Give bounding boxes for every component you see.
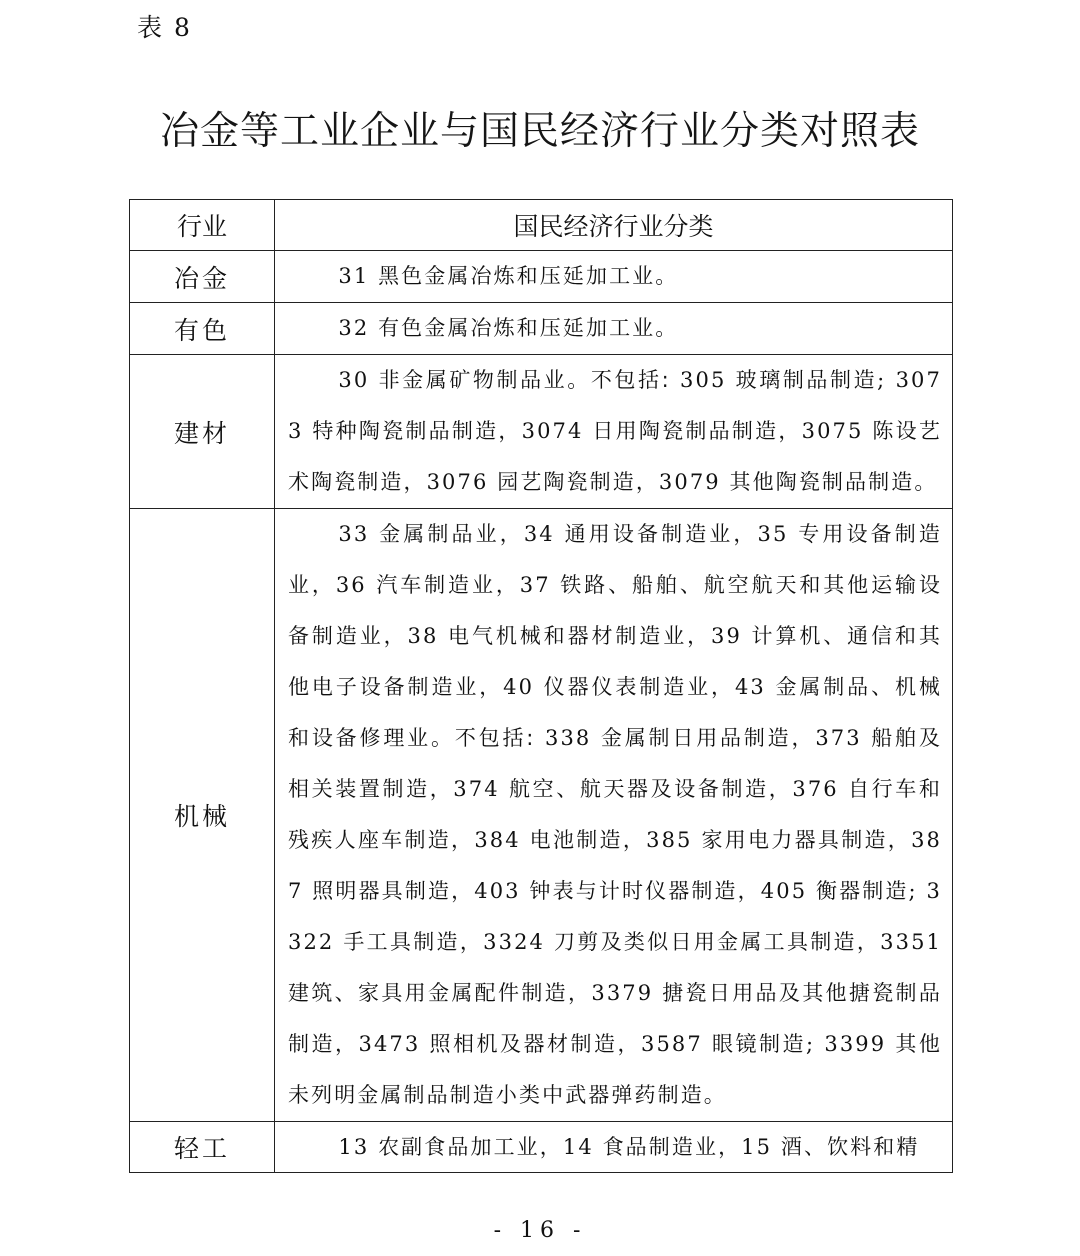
classification-text: 13 农副食品加工业，14 食品制造业，15 酒、饮料和精 bbox=[338, 1135, 920, 1159]
classification-cell bbox=[275, 355, 953, 509]
table-row-metallurgy bbox=[130, 251, 953, 303]
industry-cell: 冶金 bbox=[130, 251, 275, 303]
industry-cell: 轻工 bbox=[130, 1122, 275, 1173]
column-header-classification: 国民经济行业分类 bbox=[275, 200, 953, 251]
industry-cell: 有色 bbox=[130, 303, 275, 355]
table-row-building-materials bbox=[130, 355, 953, 509]
document-title: 冶金等工业企业与国民经济行业分类对照表 bbox=[159, 109, 920, 154]
classification-cell bbox=[275, 509, 953, 1122]
table-label: 表 8 bbox=[137, 13, 192, 42]
classification-cell bbox=[275, 1122, 953, 1173]
classification-cell: 32 有色金属冶炼和压延加工业。 bbox=[275, 303, 953, 355]
exclusion-text: 338 金属制日用品制造，373 船舶及相关装置制造，374 航空、航天器及设备制造，376 自行车和残疾人座车制造，384 电池制造，385 家用电力器具制造，387 照明器具制造，403 钟表与计时仪器制造，405 衡器制造; 3322 手工具制造，3324 刀剪及类似日用金属工具制造，3351 建筑、家具用金属配件制造，3379 搪瓷日用品及其他搪瓷制品制造，3473 照相机及器材制造，3587 眼镜制造; 3399 其他未列明金属制品制造小类中武器弹药制造。 bbox=[288, 726, 942, 1107]
industry-mapping-table bbox=[129, 199, 953, 1173]
column-header-industry: 行业 bbox=[130, 200, 275, 251]
table-row-nonferrous bbox=[130, 303, 953, 355]
exclusion-text: 305 玻璃制品制造; 3073 特种陶瓷制品制造，3074 日用陶瓷制品制造，3075 陈设艺术陶瓷制造，3076 园艺陶瓷制造，3079 其他陶瓷制品制造。 bbox=[288, 368, 942, 494]
page-number: - 16 - bbox=[493, 1218, 587, 1243]
table-row-machinery bbox=[130, 509, 953, 1122]
industry-cell: 机械 bbox=[130, 509, 275, 1122]
table-row-light-industry bbox=[130, 1122, 953, 1173]
table-header-row bbox=[130, 200, 953, 251]
exclusion-label: 不包括: bbox=[590, 368, 671, 392]
classification-text: 33 金属制品业，34 通用设备制造业，35 专用设备制造业，36 汽车制造业，37 铁路、船舶、航空航天和其他运输设备制造业，38 电气机械和器材制造业，39 计算机、通信和其他电子设备制造业，40 仪器仪表制造业，43 金属制品、机械和设备修理业。 bbox=[288, 522, 942, 750]
classification-cell: 31 黑色金属冶炼和压延加工业。 bbox=[275, 251, 953, 303]
exclusion-label: 不包括: bbox=[454, 726, 536, 750]
classification-text: 30 非金属矿物制品业。 bbox=[338, 368, 591, 392]
industry-cell: 建材 bbox=[130, 355, 275, 509]
